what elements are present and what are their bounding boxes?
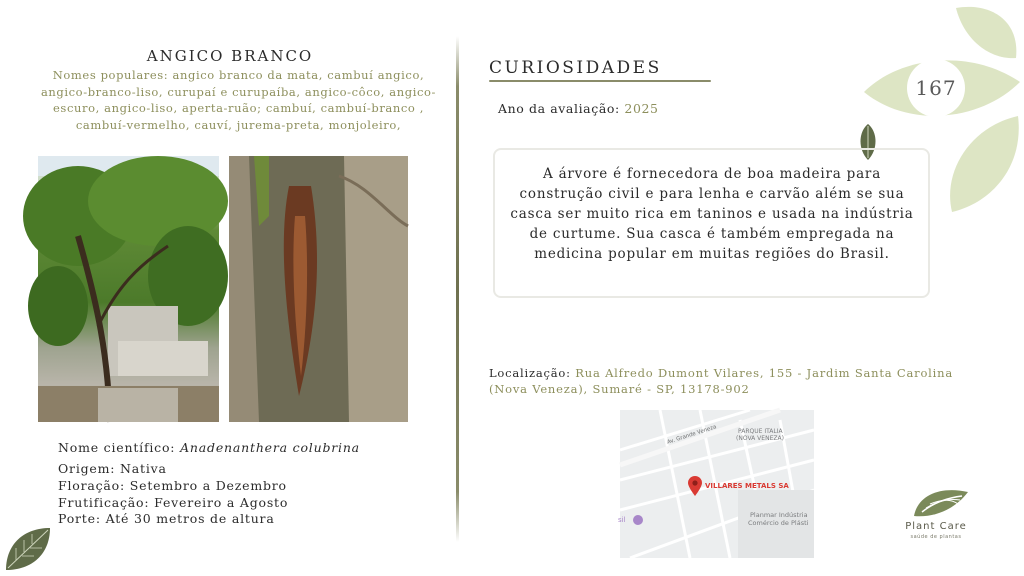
- page-number: 167: [915, 76, 957, 100]
- location-label: Localização:: [489, 366, 571, 380]
- bark-photo: [229, 156, 408, 422]
- evaluation-year-value: 2025: [624, 101, 659, 116]
- scientific-name-label: Nome científico:: [58, 440, 176, 455]
- map-pin-icon[interactable]: [688, 476, 702, 496]
- map-poi-label-left: sil: [618, 516, 626, 524]
- curiosities-heading: CURIOSIDADES: [489, 58, 662, 78]
- map-poi-label-1: Planmar Indústria: [750, 511, 808, 519]
- species-title: ANGICO BRANCO: [146, 47, 314, 65]
- origin-text: Origem: Nativa: [58, 461, 167, 476]
- leaf-decoration-bottom-left: [2, 524, 52, 574]
- brand-tagline: saúde de plantas: [910, 534, 962, 540]
- evaluation-year: [498, 101, 659, 116]
- map-area-label-1: PARQUE ITALIA: [738, 428, 783, 435]
- map-area-label-2: (NOVA VENEZA): [736, 435, 784, 442]
- map-poi-label-2: Comércio de Plásti: [748, 519, 809, 527]
- map-street-label: Av. Grande Veneza: [666, 424, 718, 446]
- location: [489, 366, 989, 397]
- heading-underline: [489, 80, 711, 82]
- popular-names-value: angico branco da mata, cambuí angico, angico-branco-liso, curupaí e curupaíba, angico-côco, angico-escuro, angico-liso, aperta-ruão; cambuí, cambuí-branco , cambuí-vermelho, cauví, jurema-preta, monjoleiro,: [40, 68, 437, 132]
- fruiting-text: Frutificação: Fevereiro a Agosto: [58, 494, 289, 510]
- tree-photo: [38, 156, 219, 422]
- popular-names: [36, 67, 441, 133]
- column-divider: [456, 36, 459, 542]
- map-marker-label: VILLARES METALS SA: [705, 482, 789, 490]
- curiosity-text: A árvore é fornecedora de boa madeira para construção civil e para lenha e carvão além se sua casca ser muito rica em taninos e usada na indústria de curtume. Sua casca é também empregada na medicina popular em muitas regiões do Brasil.: [510, 166, 914, 262]
- scientific-name: [58, 440, 360, 455]
- location-map[interactable]: [620, 410, 814, 558]
- brand-name: Plant Care: [905, 521, 967, 532]
- species-facts: [58, 461, 288, 528]
- flowering-text: Floração: Setembro a Dezembro: [58, 477, 287, 493]
- evaluation-year-label: Ano da avaliação:: [498, 101, 620, 116]
- size-text: Porte: Até 30 metros de altura: [58, 511, 275, 527]
- plant-care-logo-icon: [912, 486, 970, 520]
- scientific-name-value: Anadenanthera colubrina: [180, 440, 360, 455]
- location-value: Rua Alfredo Dumont Vilares, 155 - Jardim Santa Carolina (Nova Veneza), Sumaré - SP, 13178-902: [489, 366, 954, 396]
- popular-names-label: Nomes populares:: [52, 68, 169, 82]
